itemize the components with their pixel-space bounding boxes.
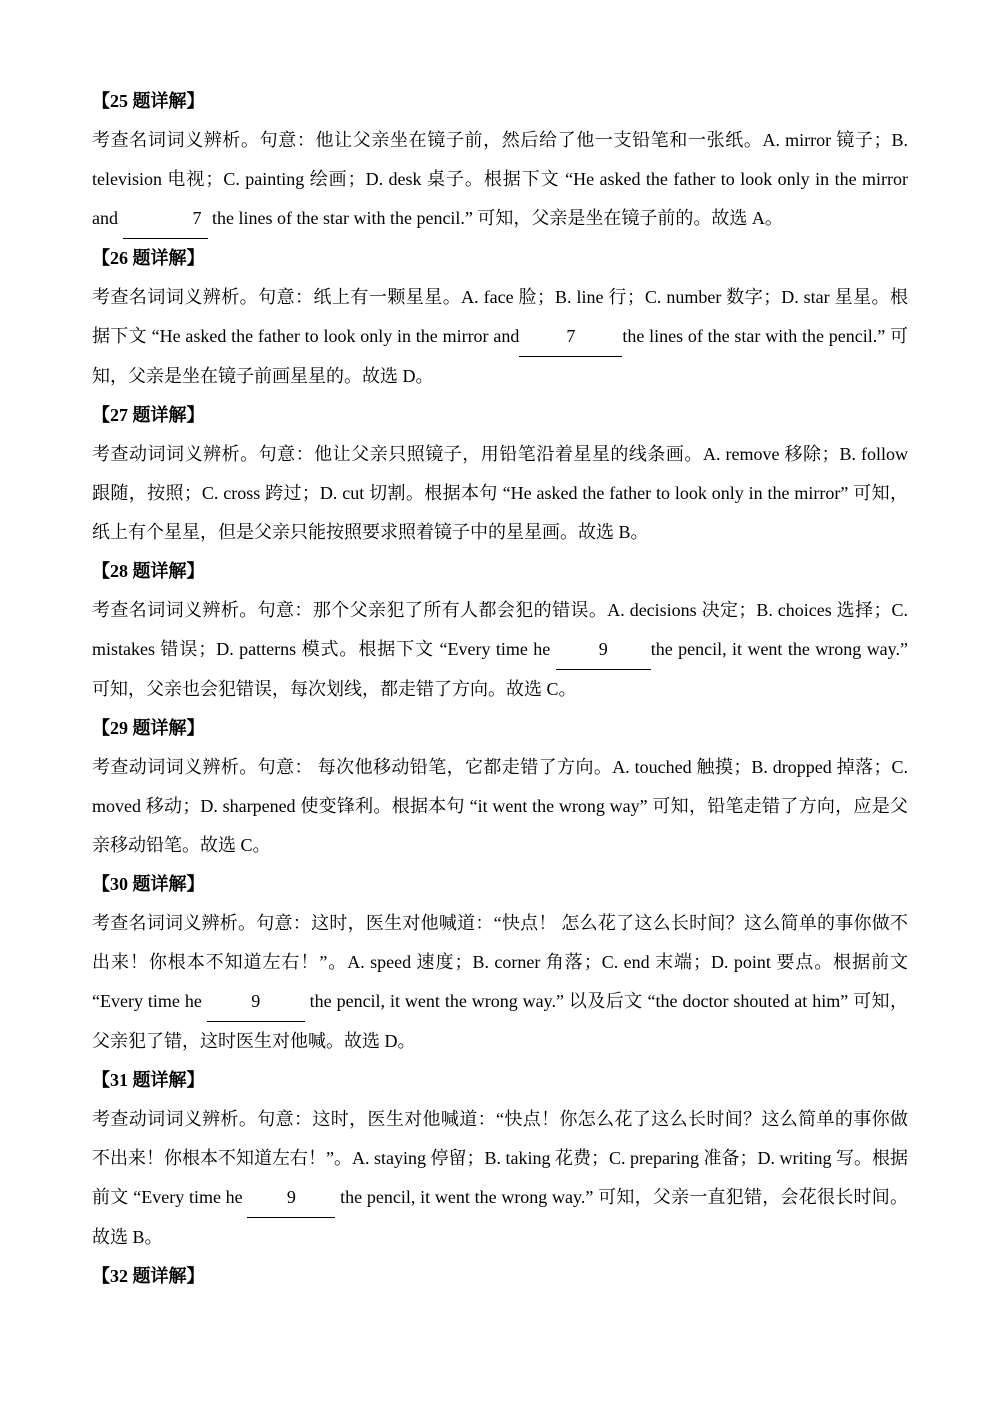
section-header: 【32 题详解】	[92, 1266, 205, 1286]
answer-blank: 9	[556, 630, 651, 670]
section-header: 【31 题详解】	[92, 1070, 205, 1090]
text-run: 考查动词词义辨析。句意： 每次他移动铅笔，它都走错了方向。A. touched 触摸；B. dropped 掉落；C. moved 移动；D. sharpened 使变锋利。根据本句 “it went the wrong way” 可知，铅笔走错了方向，应是父亲移动铅笔。故选 C。	[92, 757, 908, 855]
section-paragraph	[92, 121, 908, 239]
section-header: 【29 题详解】	[92, 718, 205, 738]
text-run: 考查动词词义辨析。句意：他让父亲只照镜子，用铅笔沿着星星的线条画。A. remove 移除；B. follow 跟随，按照；C. cross 跨过；D. cut 切割。根据本句 “He asked the father to look only in the mirror” 可知，纸上有个星星，但是父亲只能按照要求照着镜子中的星星画。故选 B。	[92, 444, 908, 542]
text-run: the lines of the star with the pencil.” 可知，父亲是坐在镜子前画星星的。故选 D。	[92, 326, 908, 386]
answer-section-32	[92, 1257, 908, 1296]
answer-blank: 7	[519, 317, 622, 357]
text-run: the pencil, it went the wrong way.” 可知，父亲一直犯错，会花很长时间。故选 B。	[92, 1187, 908, 1247]
section-paragraph	[92, 278, 908, 396]
text-run: the pencil, it went the wrong way.” 可知，父亲也会犯错误，每次划线，都走错了方向。故选 C。	[92, 639, 908, 699]
text-run: 考查名词词义辨析。句意：他让父亲坐在镜子前，然后给了他一支铅笔和一张纸。A. mirror 镜子；B. television 电视；C. painting 绘画；D. desk 桌子。根据下文 “He asked the father to look only in the mirror and	[92, 130, 908, 228]
text-run: 考查名词词义辨析。句意：纸上有一颗星星。A. face 脸；B. line 行；C. number 数字；D. star 星星。根据下文 “He asked the father to look only in the mirror and	[92, 287, 908, 346]
answer-section-25	[92, 82, 908, 239]
answer-section-27	[92, 396, 908, 552]
answer-blank: 9	[247, 1178, 335, 1218]
section-paragraph	[92, 1100, 908, 1257]
text-run: 考查名词词义辨析。句意：那个父亲犯了所有人都会犯的错误。A. decisions 决定；B. choices 选择；C. mistakes 错误；D. patterns 模式。根据下文 “Every time he	[92, 600, 908, 659]
section-header: 【26 题详解】	[92, 248, 205, 268]
text-run: 考查名词词义辨析。句意：这时，医生对他喊道：“快点！ 怎么花了这么长时间？这么简单的事你做不出来！你根本不知道左右！”。A. speed 速度；B. corner 角落；C. end 末端；D. point 要点。根据前文 “Every time he	[92, 913, 908, 1011]
answer-section-26	[92, 239, 908, 396]
answer-section-31	[92, 1061, 908, 1257]
section-paragraph	[92, 591, 908, 709]
section-header: 【27 题详解】	[92, 405, 205, 425]
text-run: the pencil, it went the wrong way.” 以及后文 “the doctor shouted at him” 可知，父亲犯了错，这时医生对他喊。故选 D。	[92, 991, 908, 1051]
answer-blank: 7	[123, 199, 208, 239]
answer-section-28	[92, 552, 908, 709]
section-header: 【28 题详解】	[92, 561, 205, 581]
section-paragraph	[92, 435, 908, 552]
section-paragraph	[92, 904, 908, 1061]
section-header: 【30 题详解】	[92, 874, 205, 894]
section-paragraph	[92, 748, 908, 865]
answer-blank: 9	[207, 982, 305, 1022]
text-run: 考查动词词义辨析。句意：这时，医生对他喊道：“快点！你怎么花了这么长时间？这么简单的事你做不出来！你根本不知道左右！”。A. staying 停留；B. taking 花费；C. preparing 准备；D. writing 写。根据前文 “Every time he	[92, 1109, 908, 1207]
text-run: the lines of the star with the pencil.” 可知，父亲是坐在镜子前的。故选 A。	[207, 208, 783, 228]
document-body	[92, 82, 908, 1296]
answer-section-29	[92, 709, 908, 865]
section-header: 【25 题详解】	[92, 91, 205, 111]
answer-section-30	[92, 865, 908, 1061]
